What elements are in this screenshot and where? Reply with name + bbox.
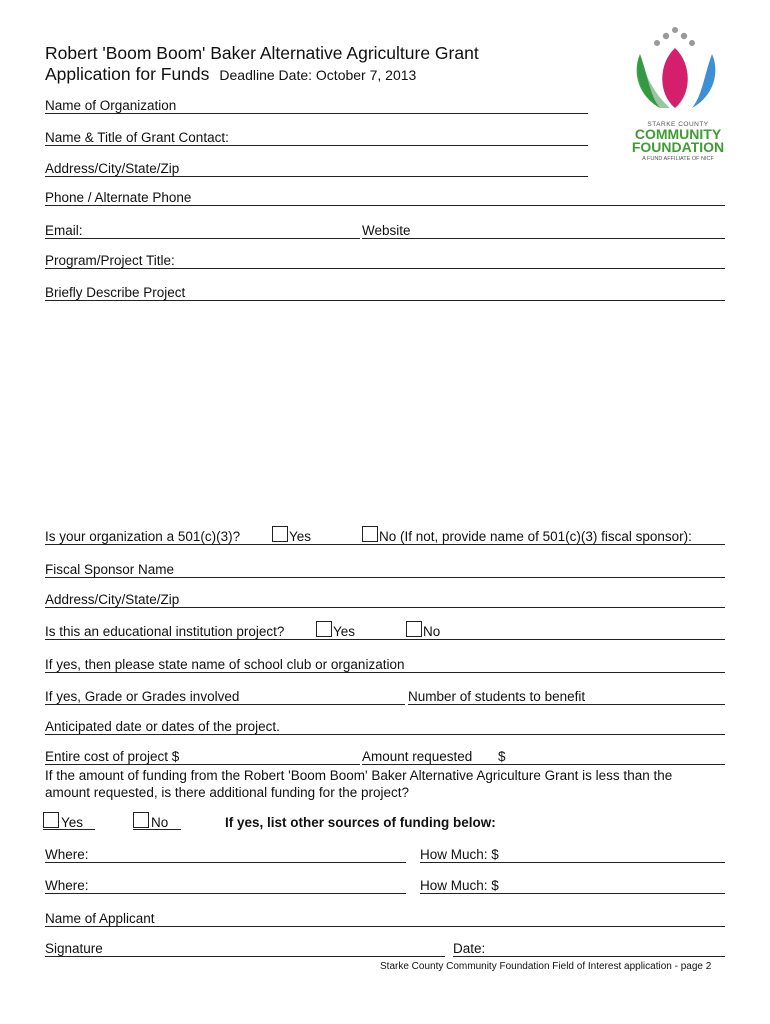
educational-yes-checkbox[interactable] [316, 621, 332, 637]
program-title-field[interactable] [45, 268, 725, 269]
phone-label: Phone / Alternate Phone [45, 190, 192, 205]
how-much-2-label: How Much: $ [420, 878, 499, 893]
educational-no-checkbox[interactable] [406, 621, 422, 637]
educational-no-label: No [423, 624, 441, 639]
program-title-label: Program/Project Title: [45, 253, 175, 268]
grades-label: If yes, Grade or Grades involved [45, 689, 240, 704]
is-501-yes-label: Yes [289, 529, 312, 544]
is-501-field[interactable] [45, 544, 725, 545]
funding-no-checkbox[interactable] [133, 812, 149, 828]
funding-question-line1: If the amount of funding from the Robert 'Boom Boom' Baker Alternative Agriculture Grant is less than the [45, 768, 673, 783]
where-1-label: Where: [45, 847, 89, 862]
logo-line4: A FUND AFFILIATE OF NICF [642, 156, 714, 162]
address-label: Address/City/State/Zip [45, 161, 180, 176]
how-much-1-label: How Much: $ [420, 847, 499, 862]
date-label: Date: [453, 941, 486, 956]
logo-blue-petal [692, 54, 715, 108]
school-club-field[interactable] [45, 672, 725, 673]
logo-dot [654, 40, 660, 46]
page-footer: Starke County Community Foundation Field of Interest application - page 2 [380, 961, 712, 972]
entire-cost-label: Entire cost of project $ [45, 749, 180, 764]
anticipated-field[interactable] [45, 734, 725, 735]
funding-yes-checkbox[interactable] [43, 812, 59, 828]
educational-label: Is this an educational institution project? [45, 624, 285, 639]
fiscal-sponsor-label: Fiscal Sponsor Name [45, 562, 175, 577]
funding-no-label: No [151, 815, 169, 830]
form-title-line1: Robert 'Boom Boom' Baker Alternative Agriculture Grant [45, 43, 479, 63]
foundation-logo [628, 24, 728, 164]
amount-requested-dollar: $ [498, 749, 506, 764]
where-1-field[interactable] [45, 862, 406, 863]
logo-magenta-petal [662, 48, 688, 108]
email-field[interactable] [45, 238, 360, 239]
applicant-label: Name of Applicant [45, 911, 155, 926]
form-title-line2-row [45, 63, 416, 86]
sponsor-address-field[interactable] [45, 607, 725, 608]
contact-label: Name & Title of Grant Contact: [45, 130, 229, 145]
funding-yes-label: Yes [61, 815, 84, 830]
org-name-field[interactable] [45, 113, 588, 114]
logo-line3: FOUNDATION [631, 139, 725, 155]
website-field[interactable] [362, 238, 725, 239]
is-501-no-checkbox[interactable] [362, 526, 378, 542]
students-label: Number of students to benefit [408, 689, 586, 704]
tulip-logo-icon [628, 24, 728, 114]
logo-dot [681, 33, 687, 39]
students-field[interactable] [408, 704, 725, 705]
applicant-field[interactable] [45, 926, 725, 927]
school-club-label: If yes, then please state name of school club or organization [45, 657, 405, 672]
form-title-line2: Application for Funds [45, 64, 210, 84]
address-field[interactable] [45, 176, 588, 177]
amount-requested-label: Amount requested [362, 749, 473, 764]
where-2-label: Where: [45, 878, 89, 893]
funding-yes-underline [43, 829, 95, 830]
sponsor-address-label: Address/City/State/Zip [45, 592, 180, 607]
funding-no-underline [133, 829, 181, 830]
educational-field[interactable] [45, 639, 725, 640]
describe-textarea[interactable] [45, 302, 725, 522]
describe-field[interactable] [45, 300, 725, 301]
phone-field[interactable] [45, 205, 725, 206]
deadline-date: Deadline Date: October 7, 2013 [219, 67, 417, 83]
amount-requested-field[interactable] [362, 764, 725, 765]
logo-dot [689, 40, 695, 46]
fiscal-sponsor-field[interactable] [45, 577, 725, 578]
date-field[interactable] [453, 956, 725, 957]
anticipated-label: Anticipated date or dates of the project. [45, 719, 280, 734]
signature-field[interactable] [45, 956, 445, 957]
educational-yes-label: Yes [333, 624, 356, 639]
signature-label: Signature [45, 941, 103, 956]
funding-question-line2: amount requested, is there additional funding for the project? [45, 785, 409, 800]
where-2-field[interactable] [45, 893, 406, 894]
email-label: Email: [45, 223, 83, 238]
is-501-no-label: No (If not, provide name of 501(c)(3) fiscal sponsor): [379, 529, 692, 544]
is-501-yes-checkbox[interactable] [272, 526, 288, 542]
logo-line2: COMMUNITY [634, 126, 722, 142]
how-much-1-field[interactable] [420, 862, 725, 863]
contact-field[interactable] [45, 145, 588, 146]
logo-dot [672, 27, 678, 33]
logo-line1: STARKE COUNTY [647, 121, 709, 128]
list-sources-label: If yes, list other sources of funding below: [225, 815, 496, 830]
logo-dot [663, 33, 669, 39]
how-much-2-field[interactable] [420, 893, 725, 894]
describe-label: Briefly Describe Project [45, 285, 186, 300]
grades-field[interactable] [45, 704, 405, 705]
org-name-label: Name of Organization [45, 98, 177, 113]
is-501-label: Is your organization a 501(c)(3)? [45, 529, 241, 544]
entire-cost-field[interactable] [45, 764, 360, 765]
website-label: Website [362, 223, 411, 238]
